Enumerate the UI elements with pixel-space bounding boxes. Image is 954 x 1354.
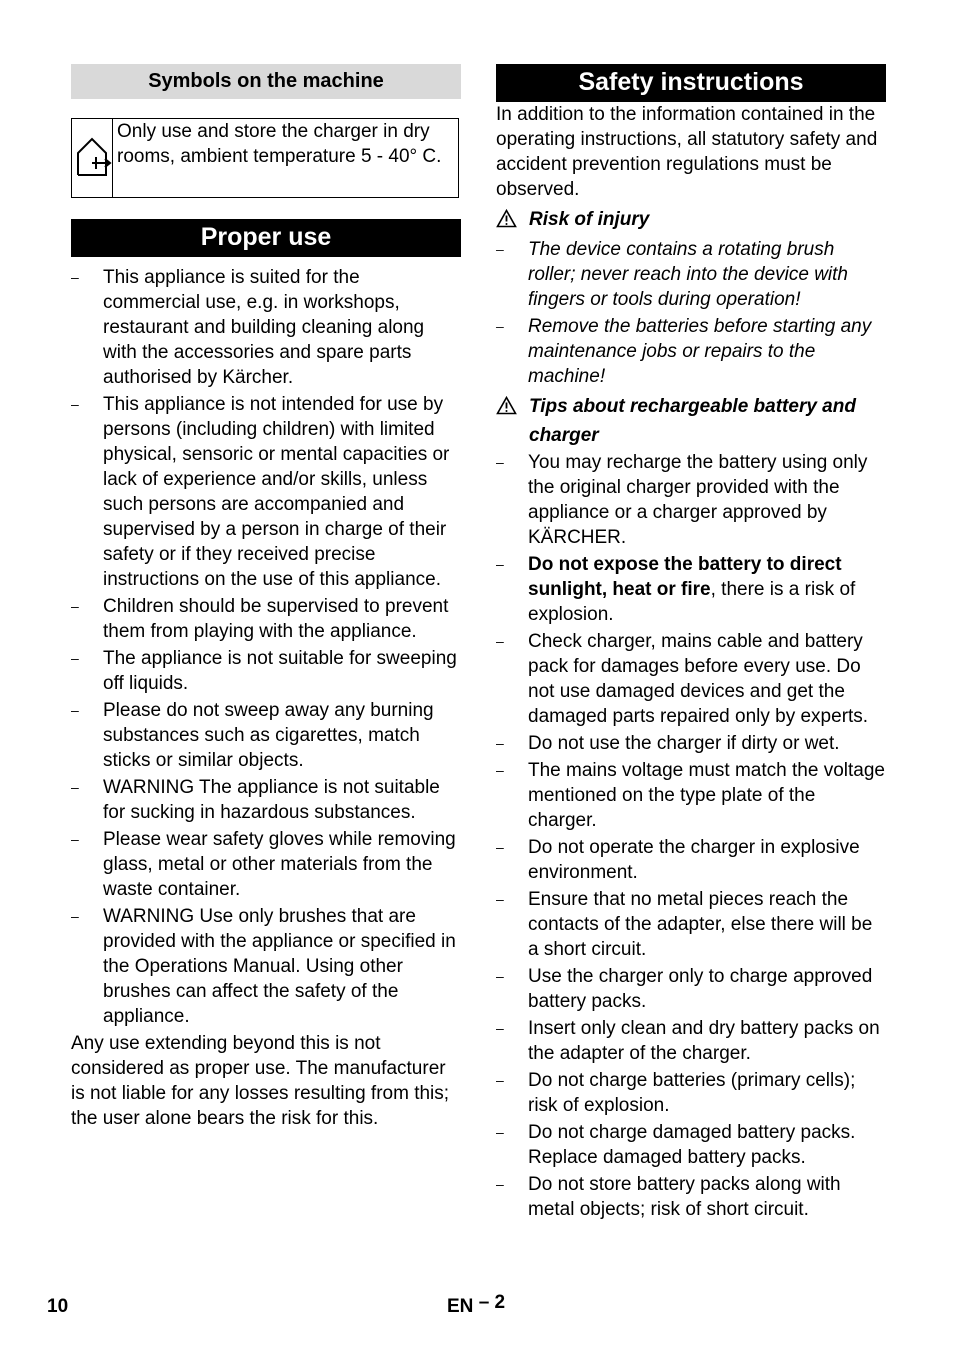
list-item: – Do not store battery packs along with metal objects; risk of short circuit. — [496, 1174, 841, 1220]
indoor-house-icon — [72, 135, 112, 182]
list-item: – Check charger, mains cable and battery pack for damages before every use. Do not use damaged devices and get the damaged parts repaired only by experts. — [496, 631, 869, 727]
list-item: – Remove the batteries before starting any maintenance jobs or repairs to the machine! — [496, 316, 872, 387]
list-item: – Children should be supervised to prevent them from playing with the appliance. — [71, 596, 449, 642]
list-item: – Do not use the charger if dirty or wet. — [496, 733, 840, 754]
safety-heading: Safety instructions — [496, 64, 886, 102]
symbol-cell — [72, 119, 113, 197]
list-item: – WARNING Use only brushes that are provided with the appliance or specified in the Operations Manual. Using other brushes can affect the safety of the appliance. — [71, 906, 456, 1027]
list-item: – Do not charge damaged battery packs. Replace damaged battery packs. — [496, 1122, 856, 1168]
list-item: – Do not operate the charger in explosive environment. — [496, 837, 860, 883]
list-item: – Please wear safety gloves while removing glass, metal or other materials from the waste container. — [71, 829, 456, 900]
risk-heading — [496, 205, 886, 237]
page-number: 10 — [47, 1296, 69, 1317]
list-item: – The device contains a rotating brush roller; never reach into the device with fingers or tools during operation! — [496, 239, 848, 310]
tips-heading-text: Tips about rechargeable battery and charger — [529, 396, 856, 446]
proper-use-heading: Proper use — [71, 219, 461, 257]
page-subnumber: – 2 — [478, 1292, 506, 1313]
risk-heading-text: Risk of injury — [529, 209, 650, 230]
warning-triangle-icon — [496, 205, 529, 237]
symbols-heading: Symbols on the machine — [71, 64, 461, 99]
left-column — [71, 64, 461, 1131]
proper-use-note: Any use extending beyond this is not considered as proper use. The manufacturer is not liable for any losses resulting from this; the user alone bears the risk for this. — [71, 1033, 450, 1129]
list-item: – Ensure that no metal pieces reach the contacts of the adapter, else there will be a short circuit. — [496, 889, 873, 960]
proper-use-list — [71, 265, 461, 1029]
list-item: – Do not expose the battery to direct sunlight, heat or fire, there is a risk of explosion. — [496, 554, 856, 625]
list-item: – This appliance is suited for the commercial use, e.g. in workshops, restaurant and building cleaning along with the accessories and spare parts authorised by Kärcher. — [71, 267, 425, 388]
list-item: – The appliance is not suitable for sweeping off liquids. — [71, 648, 457, 694]
warning-triangle-icon — [496, 392, 529, 424]
symbol-description: Only use and store the charger in dry rooms, ambient temperature 5 - 40° C. — [117, 121, 442, 167]
list-item: – Please do not sweep away any burning substances such as cigarettes, match sticks or similar objects. — [71, 700, 434, 771]
symbol-table — [71, 118, 459, 198]
tips-heading — [496, 392, 886, 450]
list-item: – Use the charger only to charge approved battery packs. — [496, 966, 873, 1012]
list-item: – Insert only clean and dry battery packs on the adapter of the charger. — [496, 1018, 880, 1064]
list-item: – Do not charge batteries (primary cells); risk of explosion. — [496, 1070, 856, 1116]
safety-intro: In addition to the information contained in the operating instructions, all statutory safety and accident prevention regulations must be observed. — [496, 104, 878, 200]
list-item: – You may recharge the battery using only the original charger provided with the appliance or a charger approved by KÄRCHER. — [496, 452, 868, 548]
risk-list — [496, 237, 886, 389]
language-code: EN — [447, 1296, 474, 1317]
sunlight-warning-bold: Do not expose the battery to direct sunlight, heat or fire — [528, 554, 842, 600]
tips-list — [496, 450, 886, 1222]
list-item: – The mains voltage must match the voltage mentioned on the type plate of the charger. — [496, 760, 885, 831]
right-column — [496, 64, 886, 1224]
page-language — [447, 1292, 506, 1318]
list-item: – This appliance is not intended for use by persons (including children) with limited physical, sensoric or mental capacities or lack of experience and/or skills, unless such persons are accompanied and supervised by a person in charge of their safety or if they received precise instructions on the use of this appliance. — [71, 394, 450, 590]
list-item: – WARNING The appliance is not suitable for sucking in hazardous substances. — [71, 777, 440, 823]
